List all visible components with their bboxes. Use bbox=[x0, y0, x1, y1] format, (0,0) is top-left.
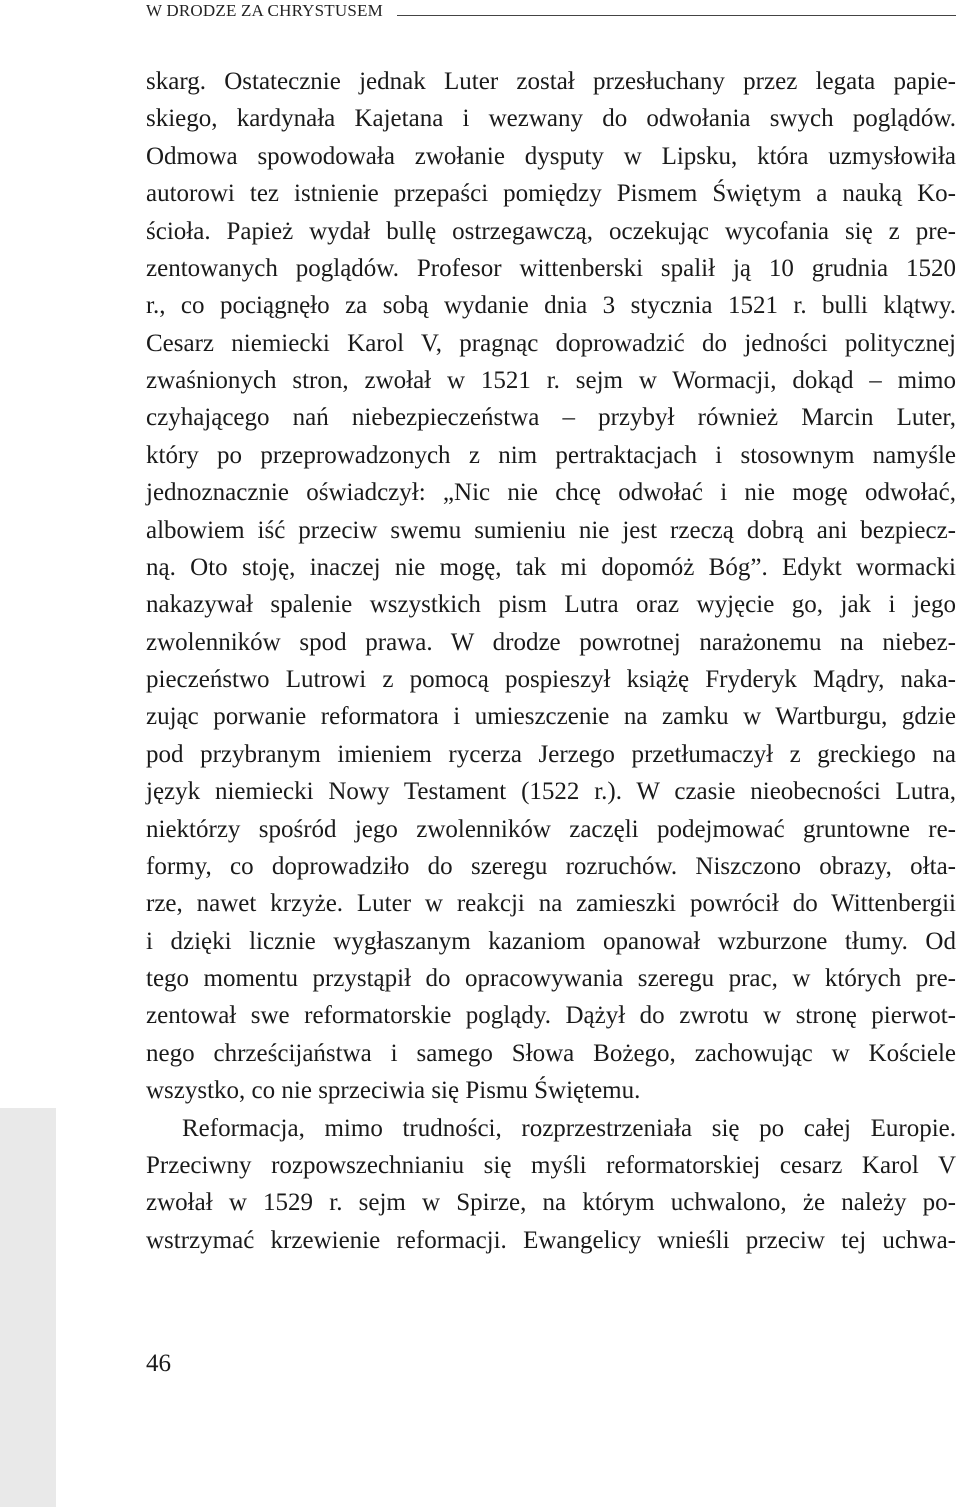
text-line: język niemiecki Nowy Testament (1522 r.). W czasie nieobecności Lutra, bbox=[146, 778, 956, 806]
text-line: autorowi tez istnienie przepaści pomiędzy Pismem Świętym a nauką Ko- bbox=[146, 180, 956, 208]
text-line: czyhającego nań niebezpieczeństwa – przybył również Marcin Luter, bbox=[146, 404, 956, 432]
text-line: nego chrześcijaństwa i samego Słowa Bożego, zachowując w Kościele bbox=[146, 1039, 956, 1067]
text-line: nakazywał spalenie wszystkich pism Lutra oraz wyjęcie go, jak i jego bbox=[146, 591, 956, 619]
body-text bbox=[146, 63, 956, 1259]
text-line: niektórzy spośród jego zwolenników zaczęli podejmować gruntowne re- bbox=[146, 815, 956, 843]
page-edge-tab bbox=[0, 1108, 56, 1507]
text-line: Odmowa spowodowała zwołanie dysputy w Lipsku, która uzmysłowiła bbox=[146, 142, 956, 170]
paragraph-end-line: wszystko, co nie sprzeciwia się Pismu Świętemu. bbox=[146, 1077, 641, 1105]
text-line: zentowanych poglądów. Profesor wittenberski spalił ją 10 grudnia 1520 bbox=[146, 254, 956, 282]
text-line: Cesarz niemiecki Karol V, pragnąc doprowadzić do jedności politycznej bbox=[146, 329, 956, 357]
header-rule bbox=[397, 15, 956, 16]
text-line: pieczeństwo Lutrowi z pomocą pospieszył książę Fryderyk Mądry, naka- bbox=[146, 666, 956, 693]
text-line: tego momentu przystąpił do opracowywania szeregu prac, w których pre- bbox=[146, 965, 956, 992]
text-line: skiego, kardynała Kajetana i wezwany do odwołania swych poglądów. bbox=[146, 105, 956, 133]
text-line: skarg. Ostatecznie jednak Luter został przesłuchany przez legata papie- bbox=[146, 68, 956, 95]
text-line: ścioła. Papież wydał bullę ostrzegawczą, oczekując wycofania się z pre- bbox=[146, 217, 956, 245]
text-line: zwołał w 1529 r. sejm w Spirze, na którym uchwalono, że należy po- bbox=[146, 1189, 956, 1217]
text-line: zwolenników spod prawa. W drodze powrotnej narażonemu na niebez- bbox=[146, 628, 956, 656]
text-line: i dzięki licznie wygłaszanym kazaniom opanował wzburzone tłumy. Od bbox=[146, 927, 956, 955]
text-line: r., co pociągnęło za sobą wydanie dnia 3 stycznia 1521 r. bulli klątwy. bbox=[146, 292, 956, 320]
text-line: jednoznacznie oświadczył: „Nic nie chcę odwołać i nie mogę odwołać, bbox=[146, 479, 956, 507]
text-line: albowiem iść przeciw swemu sumieniu nie jest rzeczą dobrą ani bezpiecz- bbox=[146, 516, 956, 544]
running-head-title: W DRODZE ZA CHRYSTUSEM bbox=[146, 1, 383, 20]
text-line: który po przeprowadzonych z nim pertraktacjach i stosownym namyśle bbox=[146, 441, 956, 469]
running-header bbox=[146, 0, 956, 22]
text-line: zując porwanie reformatora i umieszczenie na zamku w Wartburgu, gdzie bbox=[146, 703, 956, 731]
text-line: zwaśnionych stron, zwołał w 1521 r. sejm w Wormacji, dokąd – mimo bbox=[146, 367, 956, 394]
text-line: zentował swe reformatorskie poglądy. Dążył do zwrotu w stronę pierwot- bbox=[146, 1002, 956, 1030]
text-line: pod przybranym imieniem rycerza Jerzego przetłumaczył z greckiego na bbox=[146, 740, 956, 768]
text-line: rze, nawet krzyże. Luter w reakcji na zamieszki powrócił do Wittenbergii bbox=[146, 890, 956, 918]
text-line: formy, co doprowadziło do szeregu rozruchów. Niszczono obrazy, ołta- bbox=[146, 852, 956, 880]
text-line: wstrzymać krzewienie reformacji. Ewangelicy wnieśli przeciw tej uchwa- bbox=[146, 1226, 956, 1254]
text-line: ną. Oto stoję, inaczej nie mogę, tak mi dopomóż Bóg”. Edykt wormacki bbox=[146, 553, 956, 581]
page-number: 46 bbox=[146, 1350, 171, 1377]
text-line: Przeciwny rozpowszechnianiu się myśli reformatorskiej cesarz Karol V bbox=[146, 1151, 956, 1179]
paragraph-start-line: Reformacja, mimo trudności, rozprzestrzeniała się po całej Europie. bbox=[182, 1114, 956, 1142]
